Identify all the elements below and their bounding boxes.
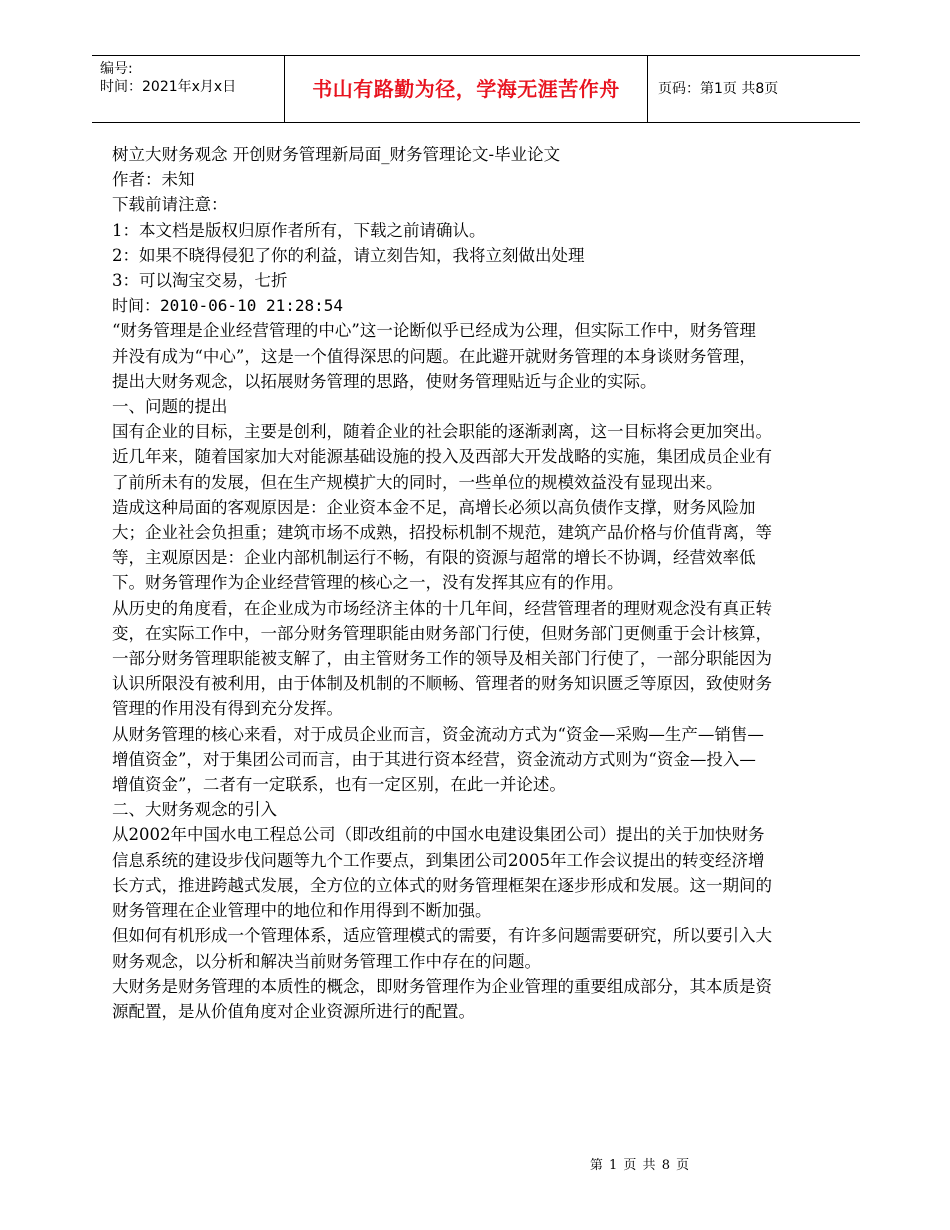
body-paragraph: 国有企业的目标，主要是创利，随着企业的社会职能的逐渐剥离，这一目标将会更加突出。近几年来，随着国家加大对能源基础设施的投入及西部大开发战略的实施，集团成员企业有了前所未有的发展，但在生产规模扩大的同时，一些单位的规模效益没有显现出来。	[112, 422, 772, 492]
header-page-cell	[648, 56, 860, 122]
page-footer	[0, 1158, 950, 1174]
document-body	[112, 142, 772, 1024]
header-motto: 书山有路勤为径，学海无涯苦作舟	[312, 77, 620, 101]
page-header	[92, 55, 860, 123]
body-paragraph: 大财务是财务管理的本质性的概念，即财务管理作为企业管理的重要组成部分，其本质是资源配置，是从价值角度对企业资源所进行的配置。	[112, 976, 772, 1021]
header-page-number: 页码：第1页 共8页	[658, 81, 779, 97]
article-time: 时间：2010-06-10 21:28:54	[112, 296, 344, 316]
notice-item-1: 1：本文档是版权归原作者所有，下载之前请确认。	[112, 220, 486, 240]
body-paragraph: 从2002年中国水电工程总公司（即改组前的中国水电建设集团公司）提出的关于加快财务信息系统的建设步伐问题等九个工作要点，到集团公司2005年工作会议提出的转变经济增长方式，推进跨越式发展，全方位的立体式的财务管理框架在逐步形成和发展。这一期间的财务管理在企业管理中的地位和作用得到不断加强。	[112, 825, 772, 921]
body-paragraph: “财务管理是企业经营管理的中心”这一论断似乎已经成为公理，但实际工作中，财务管理并没有成为“中心”，这是一个值得深思的问题。在此避开就财务管理的本身谈财务管理，提出大财务观念，以拓展财务管理的思路，使财务管理贴近与企业的实际。	[112, 321, 756, 391]
body-paragraph: 但如何有机形成一个管理体系，适应管理模式的需要，有许多问题需要研究，所以要引入大财务观念，以分析和解决当前财务管理工作中存在的问题。	[112, 926, 772, 971]
footer-page-number: 第 1 页 共 8 页	[589, 1158, 691, 1173]
header-motto-cell	[284, 56, 648, 122]
document-time-label: 时间：2021年x月x日	[100, 79, 237, 95]
document-number-label: 编号:	[100, 61, 133, 77]
section-heading-2: 二、大财务观念的引入	[112, 800, 277, 820]
notice-title: 下载前请注意：	[112, 195, 228, 215]
body-paragraph: 从历史的角度看，在企业成为市场经济主体的十几年间，经营管理者的理财观念没有真正转变，在实际工作中，一部分财务管理职能由财务部门行使，但财务部门更侧重于会计核算，一部分财务管理职能被支解了，由主管财务工作的领导及相关部门行使了，一部分职能因为认识所限没有被利用，由于体制及机制的不顺畅、管理者的财务知识匮乏等原因，致使财务管理的作用没有得到充分发挥。	[112, 598, 772, 719]
body-paragraph: 造成这种局面的客观原因是：企业资本金不足，高增长必须以高负债作支撑，财务风险加大；企业社会负担重；建筑市场不成熟，招投标机制不规范，建筑产品价格与价值背离，等等，主观原因是：企业内部机制运行不畅，有限的资源与超常的增长不协调，经营效率低下。财务管理作为企业经营管理的核心之一，没有发挥其应有的作用。	[112, 497, 772, 593]
body-paragraph: 从财务管理的核心来看，对于成员企业而言，资金流动方式为“资金—采购—生产—销售—增值资金”，对于集团公司而言，由于其进行资本经营，资金流动方式则为“资金—投入—增值资金”，二者有一定联系，也有一定区别，在此一并论述。	[112, 724, 764, 795]
notice-item-2: 2：如果不晓得侵犯了你的利益，请立刻告知，我将立刻做出处理	[112, 245, 585, 265]
section-heading-1: 一、问题的提出	[112, 397, 228, 417]
header-info-cell	[92, 56, 284, 122]
article-author: 作者：未知	[112, 170, 195, 190]
notice-item-3: 3：可以淘宝交易，七折	[112, 271, 288, 291]
article-title: 树立大财务观念 开创财务管理新局面_财务管理论文-毕业论文	[112, 145, 561, 164]
